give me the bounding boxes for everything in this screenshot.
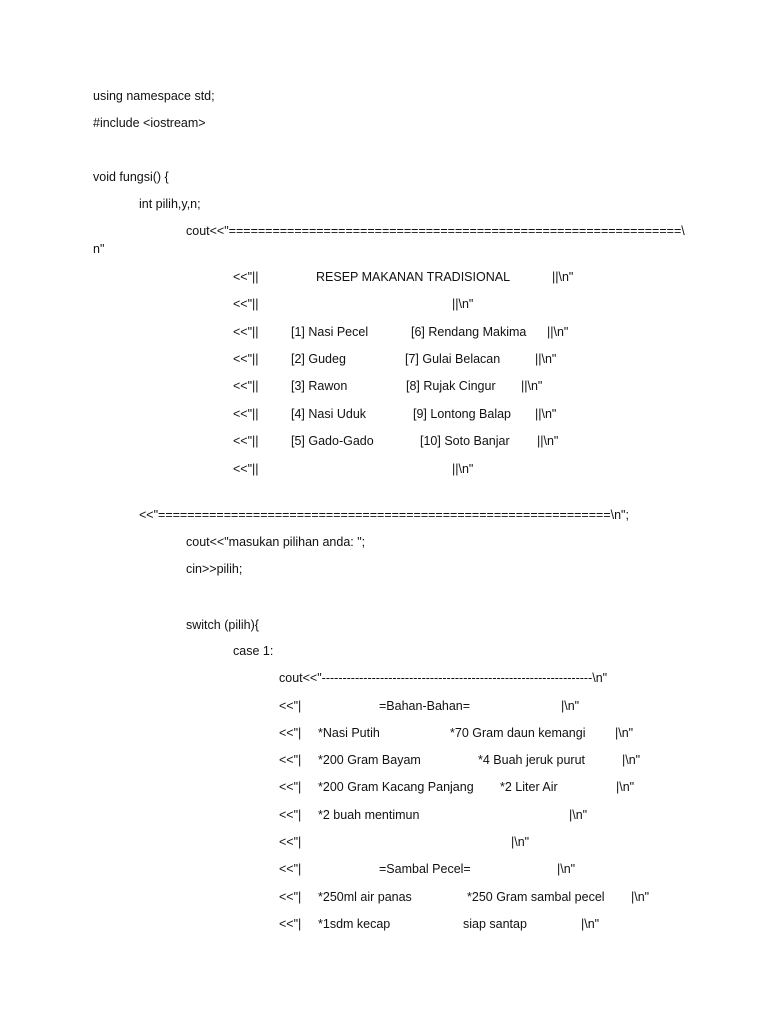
code-text: |\n" xyxy=(622,753,641,767)
code-text: *2 Liter Air xyxy=(500,780,558,794)
code-text: [10] Soto Banjar xyxy=(420,434,510,448)
code-text: RESEP MAKANAN TRADISIONAL xyxy=(316,270,511,284)
code-text: void fungsi() { xyxy=(93,170,169,184)
code-text: |\n" xyxy=(557,862,576,876)
code-text: using namespace std; xyxy=(93,89,215,103)
code-text: [1] Nasi Pecel xyxy=(291,325,369,339)
code-text: *200 Gram Bayam xyxy=(318,753,421,767)
code-text: <<"| xyxy=(279,835,302,849)
code-text: |\n" xyxy=(616,780,635,794)
code-text: [8] Rujak Cingur xyxy=(406,379,496,393)
code-text: <<"| xyxy=(279,862,302,876)
code-text: <<"|| xyxy=(233,297,259,311)
code-text: switch (pilih){ xyxy=(186,618,259,632)
code-text: cout<<"masukan pilihan anda: "; xyxy=(186,535,366,549)
code-text: <<"| xyxy=(279,890,302,904)
code-text: *70 Gram daun kemangi xyxy=(450,726,586,740)
code-text: *250ml air panas xyxy=(318,890,412,904)
code-text: <<"|| xyxy=(233,434,259,448)
code-text: <<"|| xyxy=(233,270,259,284)
code-text: ||\n" xyxy=(535,407,557,421)
code-text: <<"| xyxy=(279,917,302,931)
code-text: *1sdm kecap xyxy=(318,917,391,931)
code-text: |\n" xyxy=(581,917,600,931)
code-text: <<"|| xyxy=(233,462,259,476)
code-text: <<"|| xyxy=(233,407,259,421)
code-text: <<"| xyxy=(279,808,302,822)
code-text: cin>>pilih; xyxy=(186,562,243,576)
code-text: n" xyxy=(93,242,105,256)
code-text: *2 buah mentimun xyxy=(318,808,420,822)
code-text: [4] Nasi Uduk xyxy=(291,407,367,421)
code-text: <<"|| xyxy=(233,379,259,393)
code-text: <<"==============================================================\n"; xyxy=(139,508,629,522)
code-text: |\n" xyxy=(561,699,580,713)
code-text: cout<<"-----------------------------------------------------------------\n" xyxy=(279,671,608,685)
code-text: <<"| xyxy=(279,780,302,794)
code-text: *250 Gram sambal pecel xyxy=(467,890,605,904)
code-text: #include <iostream> xyxy=(93,116,206,130)
code-text: [7] Gulai Belacan xyxy=(405,352,501,366)
code-text: ||\n" xyxy=(537,434,559,448)
code-text: <<"|| xyxy=(233,325,259,339)
code-text: <<"| xyxy=(279,699,302,713)
code-text: |\n" xyxy=(511,835,530,849)
code-text: case 1: xyxy=(233,644,274,658)
code-text: cout<<"==============================================================\ xyxy=(186,224,685,238)
code-text: |\n" xyxy=(615,726,634,740)
code-text: ||\n" xyxy=(521,379,543,393)
code-text: ||\n" xyxy=(535,352,557,366)
code-text: [3] Rawon xyxy=(291,379,348,393)
code-text: ||\n" xyxy=(547,325,569,339)
code-text: *200 Gram Kacang Panjang xyxy=(318,780,474,794)
code-text: *4 Buah jeruk purut xyxy=(478,753,586,767)
code-text: [9] Lontong Balap xyxy=(413,407,511,421)
code-text: <<"|| xyxy=(233,352,259,366)
code-text: <<"| xyxy=(279,726,302,740)
code-text: int pilih,y,n; xyxy=(139,197,201,211)
code-text: |\n" xyxy=(631,890,650,904)
code-text: <<"| xyxy=(279,753,302,767)
code-text: [2] Gudeg xyxy=(291,352,346,366)
code-text: ||\n" xyxy=(552,270,574,284)
code-text: =Bahan-Bahan= xyxy=(379,699,471,713)
code-text: siap santap xyxy=(463,917,527,931)
code-text: [6] Rendang Makima xyxy=(411,325,527,339)
code-text: *Nasi Putih xyxy=(318,726,380,740)
code-text: =Sambal Pecel= xyxy=(379,862,471,876)
code-text: ||\n" xyxy=(452,297,474,311)
code-text: |\n" xyxy=(569,808,588,822)
code-text: [5] Gado-Gado xyxy=(291,434,374,448)
code-text: ||\n" xyxy=(452,462,474,476)
